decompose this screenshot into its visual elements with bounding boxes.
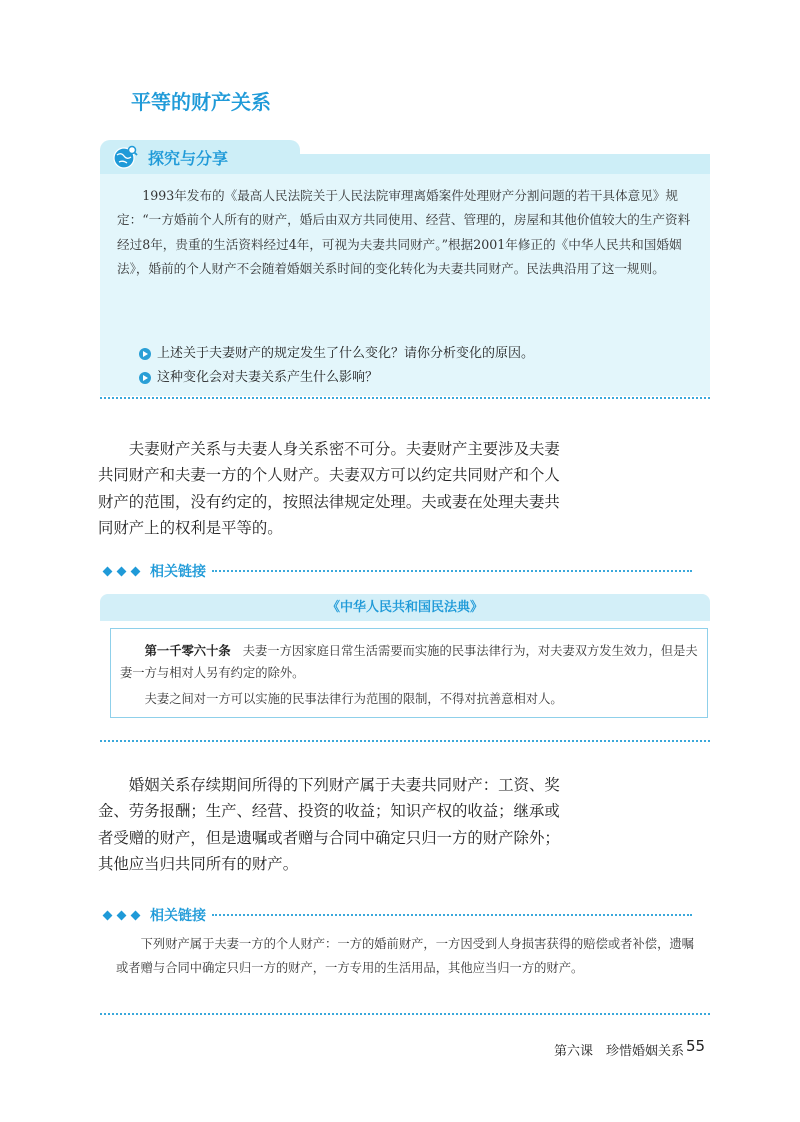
diamond-icon: [103, 566, 113, 576]
play-bullet-icon: [139, 348, 151, 360]
related-link-title: 相关链接: [150, 908, 206, 924]
explore-globe-icon: [112, 144, 138, 170]
question-text: 这种变化会对夫妻关系产生什么影响？: [157, 370, 379, 385]
body-paragraph: 夫妻财产关系与夫妻人身关系密不可分。夫妻财产主要涉及夫妻共同财产和夫妻一方的个人财产。夫妻双方可以约定共同财产和个人财产的范围，没有约定的，按照法律规定处理。夫或妻在处理夫妻共同财产上的权利是平等的。: [98, 440, 560, 538]
code-title: 《中华人民共和国民法典》: [100, 594, 710, 621]
explore-paragraph: 1993年发布的《最高人民法院关于人民法院审理离婚案件处理财产分割问题的若干具体意见》规定：“一方婚前个人所有的财产，婚后由双方共同使用、经营、管理的，房屋和其他价值较大的生产资料经过8年，贵重的生活资料经过4年，可视为夫妻共同财产。”根据2001年修正的《中华人民共和国婚姻法》，婚前的个人财产不会随着婚姻关系时间的变化转化为夫妻共同财产。民法典沿用了这一规则。: [117, 188, 691, 277]
divider: [100, 397, 710, 399]
diamond-icon: [131, 910, 141, 920]
footer-lesson: 第六课 珍惜婚姻关系: [554, 1044, 685, 1059]
article-number: 第一千零六十条: [144, 644, 231, 658]
play-bullet-icon: [139, 372, 151, 384]
article-text: 夫妻一方因家庭日常生活需要而实施的民事法律行为，对夫妻双方发生效力，但是夫妻一方与相对人另有约定的除外。: [120, 644, 698, 680]
divider: [100, 1013, 710, 1015]
question-item: [139, 342, 534, 366]
diamond-icon: [103, 910, 113, 920]
section-title: 平等的财产关系: [131, 90, 271, 114]
page-number: 55: [686, 1037, 706, 1055]
article-paragraph: [120, 640, 702, 684]
question-list: [139, 342, 534, 390]
divider: [100, 740, 710, 742]
article-paragraph-2: 夫妻之间对一方可以实施的民事法律行为范围的限制，不得对抗善意相对人。: [144, 692, 563, 706]
related-link-title: 相关链接: [150, 564, 206, 580]
related-link-text: 下列财产属于夫妻一方的个人财产：一方的婚前财产，一方因受到人身损害获得的赔偿或者补偿，遗嘱或者赠与合同中确定只归一方的财产，一方专用的生活用品，其他应当归一方的财产。: [116, 937, 694, 975]
related-link-header: [104, 561, 692, 581]
related-link-header: [104, 905, 692, 925]
header-dotted-line: [212, 914, 692, 916]
question-item: [139, 366, 534, 390]
explore-tab-band: [296, 154, 710, 174]
body-paragraph: 婚姻关系存续期间所得的下列财产属于夫妻共同财产：工资、奖金、劳务报酬；生产、经营、投资的收益；知识产权的收益；继承或者受赠的财产，但是遗嘱或者赠与合同中确定只归一方的财产除外；其他应当归共同所有的财产。: [98, 776, 560, 874]
header-dotted-line: [212, 570, 692, 572]
explore-heading: 探究与分享: [148, 149, 229, 168]
diamond-icon: [131, 566, 141, 576]
diamond-icon: [117, 566, 127, 576]
diamond-icon: [117, 910, 127, 920]
question-text: 上述关于夫妻财产的规定发生了什么变化？请你分析变化的原因。: [157, 346, 535, 361]
